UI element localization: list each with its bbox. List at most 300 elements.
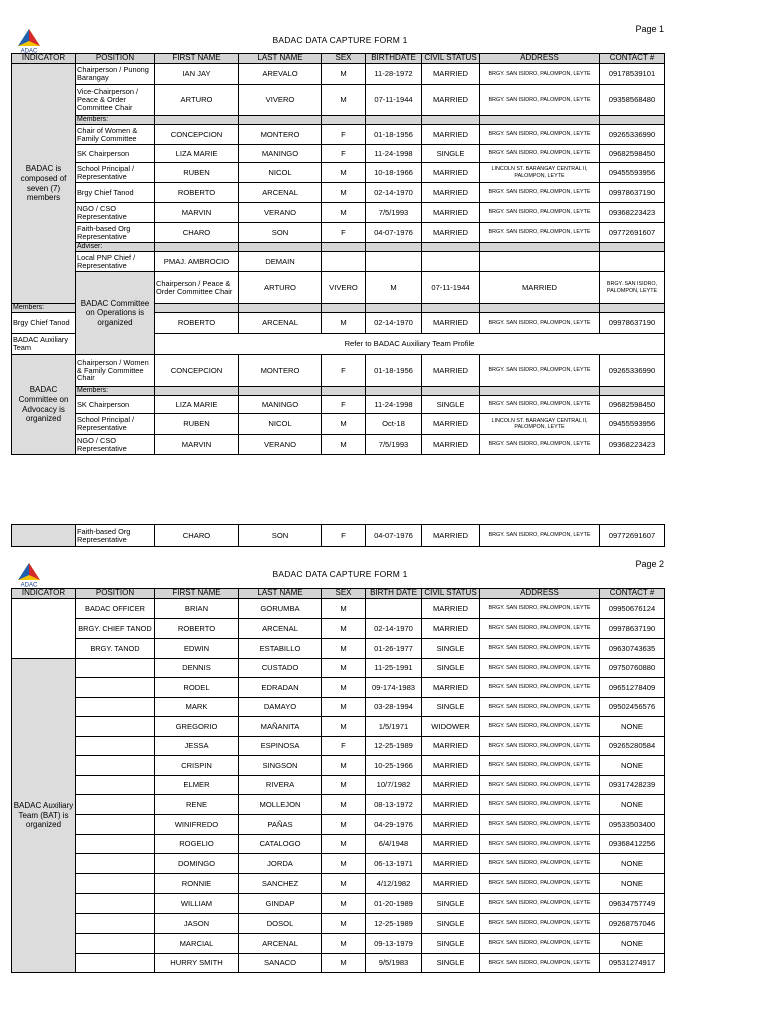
last-name-cell: PAÑAS xyxy=(239,815,322,835)
table-row xyxy=(12,145,665,163)
civil-status-cell: SINGLE xyxy=(422,659,480,678)
position-cell xyxy=(76,776,155,795)
form-table-page-1-continued xyxy=(11,524,665,547)
address-cell: BRGY. SAN ISIDRO, PALOMPON, LEYTE xyxy=(480,914,600,934)
position-cell: BADAC OFFICER xyxy=(76,599,155,619)
header-indicator: INDICATOR xyxy=(12,589,76,599)
last-name-cell: VIVERO xyxy=(322,272,366,304)
birthdate-cell: 02-14-1970 xyxy=(366,183,422,203)
table-row xyxy=(12,678,665,698)
civil-status-cell: MARRIED xyxy=(422,85,480,116)
empty-cell xyxy=(322,304,366,313)
empty-cell xyxy=(155,387,239,396)
civil-status-cell: MARRIED xyxy=(422,64,480,85)
position-cell xyxy=(76,717,155,737)
birthdate-cell: 11-25-1991 xyxy=(366,659,422,678)
civil-status-cell: WIDOWER xyxy=(422,717,480,737)
last-name-cell: SINGSON xyxy=(239,756,322,776)
first-name-cell: MARCIAL xyxy=(155,934,239,954)
last-name-cell: AREVALO xyxy=(239,64,322,85)
table-row xyxy=(12,223,665,243)
contact-cell: 09368223423 xyxy=(600,435,665,455)
first-name-cell: RUBEN xyxy=(155,414,239,435)
position-cell: Brgy Chief Tanod xyxy=(12,313,76,334)
sex-cell: M xyxy=(322,313,366,334)
civil-status-cell: MARRIED xyxy=(422,355,480,387)
first-name-cell: CHARO xyxy=(155,223,239,243)
empty-cell xyxy=(155,304,239,313)
sex-cell: M xyxy=(322,894,366,914)
empty-cell xyxy=(600,243,665,252)
sex-cell: M xyxy=(322,619,366,639)
address-cell: BRGY. SAN ISIDRO, PALOMPON, LEYTE xyxy=(480,183,600,203)
table-row xyxy=(12,835,665,854)
indicator-cell xyxy=(12,525,76,547)
header-position: POSITION xyxy=(76,589,155,599)
civil-status-cell: MARRIED xyxy=(422,223,480,243)
sex-cell: M xyxy=(322,756,366,776)
header-birthdate: BIRTH DATE xyxy=(366,589,422,599)
last-name-cell: ESPINOSA xyxy=(239,737,322,756)
contact-cell: 09978637190 xyxy=(600,183,665,203)
header-birthdate: BIRTHDATE xyxy=(366,54,422,64)
first-name-cell: LIZA MARIE xyxy=(155,396,239,414)
empty-cell xyxy=(480,304,600,313)
contact-cell: NONE xyxy=(600,854,665,874)
civil-status-cell: MARRIED xyxy=(422,414,480,435)
last-name-cell: SANCHEZ xyxy=(239,874,322,894)
civil-status-cell: MARRIED xyxy=(422,313,480,334)
sex-cell: M xyxy=(322,414,366,435)
birthdate-cell: 04-07-1976 xyxy=(366,223,422,243)
sex-cell: F xyxy=(322,525,366,547)
sex-cell: M xyxy=(322,854,366,874)
position-cell xyxy=(76,954,155,973)
position-cell xyxy=(76,815,155,835)
table-row xyxy=(12,954,665,973)
last-name-cell: NICOL xyxy=(239,414,322,435)
first-name-cell: ARTURO xyxy=(155,85,239,116)
header-sex: SEX xyxy=(322,589,366,599)
last-name-cell: MOLLEJON xyxy=(239,795,322,815)
header-last-name: LAST NAME xyxy=(239,54,322,64)
svg-text:ADAC: ADAC xyxy=(20,582,38,587)
sex-cell: M xyxy=(322,776,366,795)
empty-cell xyxy=(155,243,239,252)
contact-cell: 09502456576 xyxy=(600,698,665,717)
header-address: ADDRESS xyxy=(480,589,600,599)
address-cell: BRGY. SAN ISIDRO, PALOMPON, LEYTE xyxy=(480,64,600,85)
first-name-cell: GREGORIO xyxy=(155,717,239,737)
last-name-cell: MANINGO xyxy=(239,145,322,163)
address-cell: BRGY. SAN ISIDRO, PALOMPON, LEYTE xyxy=(480,85,600,116)
table-row xyxy=(12,85,665,116)
address-cell: BRGY. SAN ISIDRO, PALOMPON, LEYTE xyxy=(480,223,600,243)
empty-cell xyxy=(366,116,422,125)
sex-cell: F xyxy=(322,737,366,756)
birthdate-cell: 03-28-1994 xyxy=(366,698,422,717)
contact-cell xyxy=(600,252,665,272)
birthdate-cell: 02-14-1970 xyxy=(366,313,422,334)
birthdate-cell: 10/7/1982 xyxy=(366,776,422,795)
address-cell: BRGY. SAN ISIDRO, PALOMPON, LEYTE xyxy=(480,525,600,547)
sex-cell: F xyxy=(322,223,366,243)
last-name-cell: EDRADAN xyxy=(239,678,322,698)
first-name-cell: RONNIE xyxy=(155,874,239,894)
contact-cell: 09772691607 xyxy=(600,223,665,243)
empty-cell xyxy=(239,387,322,396)
address-cell: BRGY. SAN ISIDRO, PALOMPON, LEYTE xyxy=(480,756,600,776)
contact-cell: 09268757046 xyxy=(600,914,665,934)
birthdate-cell: 9/5/1983 xyxy=(366,954,422,973)
table-row xyxy=(12,717,665,737)
empty-cell xyxy=(239,116,322,125)
first-name-cell: MARVIN xyxy=(155,435,239,455)
header-last-name: LAST NAME xyxy=(239,589,322,599)
sex-cell: M xyxy=(322,835,366,854)
address-cell: BRGY. SAN ISIDRO, PALOMPON, LEYTE xyxy=(480,313,600,334)
first-name-cell: CONCEPCION xyxy=(155,125,239,145)
first-name-cell: CHARO xyxy=(155,525,239,547)
header-indicator: INDICATOR xyxy=(12,54,76,64)
sex-cell: M xyxy=(322,678,366,698)
empty-cell xyxy=(239,304,322,313)
sex-cell: F xyxy=(322,396,366,414)
last-name-cell: RIVERA xyxy=(239,776,322,795)
last-name-cell: MONTERO xyxy=(239,125,322,145)
sex-cell xyxy=(322,252,366,272)
contact-cell: NONE xyxy=(600,874,665,894)
address-cell: BRGY. SAN ISIDRO, PALOMPON, LEYTE xyxy=(480,145,600,163)
position-cell xyxy=(76,678,155,698)
last-name-cell: CUSTADO xyxy=(239,659,322,678)
position-cell: BRGY. TANOD xyxy=(76,639,155,659)
contact-cell: 09978637190 xyxy=(600,619,665,639)
last-name-cell: MANINGO xyxy=(239,396,322,414)
first-name-cell: MARK xyxy=(155,698,239,717)
birthdate-cell: 07-11-1944 xyxy=(422,272,480,304)
contact-cell: 09358568480 xyxy=(600,85,665,116)
table-row xyxy=(12,183,665,203)
birthdate-cell xyxy=(366,252,422,272)
empty-cell xyxy=(366,304,422,313)
position-cell: NGO / CSO Representative xyxy=(76,435,155,455)
header-first-name: FIRST NAME xyxy=(155,54,239,64)
last-name-cell: DAMAYO xyxy=(239,698,322,717)
empty-cell xyxy=(422,304,480,313)
last-name-cell: DEMAIN xyxy=(239,252,322,272)
sex-cell: M xyxy=(322,698,366,717)
first-name-cell: CRISPIN xyxy=(155,756,239,776)
address-cell: BRGY. SAN ISIDRO, PALOMPON, LEYTE xyxy=(480,954,600,973)
civil-status-cell: MARRIED xyxy=(422,776,480,795)
first-name-cell: LIZA MARIE xyxy=(155,145,239,163)
empty-cell xyxy=(480,387,600,396)
table-row xyxy=(12,414,665,435)
address-cell: BRGY. SAN ISIDRO, PALOMPON, LEYTE xyxy=(480,639,600,659)
position-cell xyxy=(76,698,155,717)
contact-cell: 09455593956 xyxy=(600,414,665,435)
birthdate-cell xyxy=(366,599,422,619)
empty-cell xyxy=(480,116,600,125)
birthdate-cell: 7/5/1993 xyxy=(366,435,422,455)
first-name-cell: PMAJ. AMBROCIO xyxy=(155,252,239,272)
sex-cell: M xyxy=(322,64,366,85)
last-name-cell: ARCENAL xyxy=(239,619,322,639)
civil-status-cell: SINGLE xyxy=(422,396,480,414)
position-cell xyxy=(76,934,155,954)
birthdate-cell: 10-18-1966 xyxy=(366,163,422,183)
empty-indicator-cell xyxy=(12,599,76,659)
sex-cell: M xyxy=(322,717,366,737)
birthdate-cell: 12-25-1989 xyxy=(366,914,422,934)
address-cell: BRGY. SAN ISIDRO, PALOMPON, LEYTE xyxy=(600,272,665,304)
birthdate-cell: 6/4/1948 xyxy=(366,835,422,854)
first-name-cell: ROGELIO xyxy=(155,835,239,854)
table-row xyxy=(12,355,665,387)
table-row xyxy=(12,815,665,835)
position-cell xyxy=(76,874,155,894)
first-name-cell: IAN JAY xyxy=(155,64,239,85)
birthdate-cell: 1/5/1971 xyxy=(366,717,422,737)
address-cell: BRGY. SAN ISIDRO, PALOMPON, LEYTE xyxy=(480,698,600,717)
sex-cell: M xyxy=(322,639,366,659)
address-cell: BRGY. SAN ISIDRO, PALOMPON, LEYTE xyxy=(480,396,600,414)
last-name-cell: ESTABILLO xyxy=(239,639,322,659)
section-label: Members: xyxy=(12,304,76,313)
position-cell: BADAC Auxiliary Team xyxy=(12,334,76,355)
sex-cell: M xyxy=(322,85,366,116)
address-cell: LINCOLN ST. BARANGAY CENTRAL II, PALOMPON, LEYTE xyxy=(480,414,600,435)
contact-cell: 09682598450 xyxy=(600,145,665,163)
address-cell: LINCOLN ST. BARANGAY CENTRAL II, PALOMPON, LEYTE xyxy=(480,163,600,183)
table-row xyxy=(12,776,665,795)
table-header-row xyxy=(12,589,665,599)
contact-cell: 09265280584 xyxy=(600,737,665,756)
empty-cell xyxy=(422,387,480,396)
first-name-cell: ROBERTO xyxy=(155,313,239,334)
address-cell: BRGY. SAN ISIDRO, PALOMPON, LEYTE xyxy=(480,815,600,835)
position-cell xyxy=(76,894,155,914)
position-cell: Chairperson / Women & Family Committee Chair xyxy=(76,355,155,387)
position-cell: NGO / CSO Representative xyxy=(76,203,155,223)
page-number: Page 2 xyxy=(635,559,664,569)
empty-cell xyxy=(600,387,665,396)
table-row xyxy=(12,64,665,85)
first-name-cell: DOMINGO xyxy=(155,854,239,874)
empty-cell xyxy=(322,243,366,252)
civil-status-cell: MARRIED xyxy=(480,272,600,304)
last-name-cell: VERANO xyxy=(239,203,322,223)
empty-cell xyxy=(600,116,665,125)
section-label: Adviser: xyxy=(76,243,155,252)
position-cell xyxy=(76,914,155,934)
empty-cell xyxy=(155,116,239,125)
civil-status-cell: MARRIED xyxy=(422,678,480,698)
position-cell: BRGY. CHIEF TANOD xyxy=(76,619,155,639)
first-name-cell: HURRY SMITH xyxy=(155,954,239,973)
position-cell xyxy=(76,854,155,874)
sex-cell: M xyxy=(322,914,366,934)
form-table-page-2 xyxy=(11,588,665,973)
first-name-cell: ROBERTO xyxy=(155,619,239,639)
birthdate-cell: 04-07-1976 xyxy=(366,525,422,547)
contact-cell: NONE xyxy=(600,756,665,776)
refer-note-cell: Refer to BADAC Auxiliary Team Profile xyxy=(155,334,665,355)
empty-cell xyxy=(239,243,322,252)
last-name-cell: GINDAP xyxy=(239,894,322,914)
address-cell: BRGY. SAN ISIDRO, PALOMPON, LEYTE xyxy=(480,203,600,223)
contact-cell: NONE xyxy=(600,717,665,737)
birthdate-cell: 01-18-1956 xyxy=(366,355,422,387)
position-cell: School Principal / Representative xyxy=(76,414,155,435)
table-row xyxy=(12,203,665,223)
section-separator-row xyxy=(12,243,665,252)
contact-cell: 09750760880 xyxy=(600,659,665,678)
birthdate-cell: 02-14-1970 xyxy=(366,619,422,639)
civil-status-cell: MARRIED xyxy=(422,203,480,223)
empty-cell xyxy=(422,116,480,125)
address-cell: BRGY. SAN ISIDRO, PALOMPON, LEYTE xyxy=(480,776,600,795)
table-row xyxy=(12,619,665,639)
birthdate-cell: 12-25-1989 xyxy=(366,737,422,756)
first-name-cell: JESSA xyxy=(155,737,239,756)
indicator-cell: BADAC Committee on Operations is organized xyxy=(76,272,155,355)
position-cell: SK Chairperson xyxy=(76,396,155,414)
table-row xyxy=(12,125,665,145)
address-cell: BRGY. SAN ISIDRO, PALOMPON, LEYTE xyxy=(480,678,600,698)
address-cell: BRGY. SAN ISIDRO, PALOMPON, LEYTE xyxy=(480,599,600,619)
table-row xyxy=(12,756,665,776)
position-cell xyxy=(76,835,155,854)
civil-status-cell: MARRIED xyxy=(422,795,480,815)
table-header-row xyxy=(12,54,665,64)
last-name-cell: ARCENAL xyxy=(239,313,322,334)
civil-status-cell: MARRIED xyxy=(422,183,480,203)
empty-cell xyxy=(480,243,600,252)
civil-status-cell: MARRIED xyxy=(422,854,480,874)
birthdate-cell: 11-28-1972 xyxy=(366,64,422,85)
header-contact: CONTACT # xyxy=(600,589,665,599)
first-name-cell: EDWIN xyxy=(155,639,239,659)
contact-cell: 09533503400 xyxy=(600,815,665,835)
birthdate-cell: 09-13-1979 xyxy=(366,934,422,954)
first-name-cell: WINIFREDO xyxy=(155,815,239,835)
sex-cell: M xyxy=(322,954,366,973)
sex-cell: F xyxy=(322,145,366,163)
first-name-cell: WILLIAM xyxy=(155,894,239,914)
address-cell: BRGY. SAN ISIDRO, PALOMPON, LEYTE xyxy=(480,619,600,639)
position-cell: Brgy Chief Tanod xyxy=(76,183,155,203)
contact-cell: 09317428239 xyxy=(600,776,665,795)
civil-status-cell: MARRIED xyxy=(422,756,480,776)
table-row xyxy=(12,854,665,874)
indicator-cell: BADAC Auxiliary Team (BAT) is organized xyxy=(12,659,76,973)
header-civil-status: CIVIL STATUS xyxy=(422,54,480,64)
last-name-cell: DOSOL xyxy=(239,914,322,934)
address-cell: BRGY. SAN ISIDRO, PALOMPON, LEYTE xyxy=(480,435,600,455)
position-cell xyxy=(76,659,155,678)
last-name-cell: GORUMBA xyxy=(239,599,322,619)
civil-status-cell: SINGLE xyxy=(422,639,480,659)
table-row xyxy=(12,914,665,934)
position-cell: SK Chairperson xyxy=(76,145,155,163)
civil-status-cell: MARRIED xyxy=(422,874,480,894)
table-row xyxy=(12,894,665,914)
contact-cell: 09978637190 xyxy=(600,313,665,334)
sex-cell: M xyxy=(322,874,366,894)
indicator-cell: BADAC is composed of seven (7) members xyxy=(12,64,76,304)
empty-cell xyxy=(600,304,665,313)
header-position: POSITION xyxy=(76,54,155,64)
table-row xyxy=(12,435,665,455)
sex-cell: M xyxy=(366,272,422,304)
form-table-page-1 xyxy=(11,53,665,455)
contact-cell: 09265336990 xyxy=(600,125,665,145)
civil-status-cell: MARRIED xyxy=(422,835,480,854)
first-name-cell: JASON xyxy=(155,914,239,934)
contact-cell: 09950676124 xyxy=(600,599,665,619)
last-name-cell: SANACO xyxy=(239,954,322,973)
first-name-cell: RUBEN xyxy=(155,163,239,183)
sex-cell: M xyxy=(322,659,366,678)
last-name-cell: MONTERO xyxy=(239,355,322,387)
table-row xyxy=(12,599,665,619)
section-separator-row xyxy=(12,116,665,125)
table-row xyxy=(12,525,665,547)
civil-status-cell: MARRIED xyxy=(422,815,480,835)
first-name-cell: DENNIS xyxy=(155,659,239,678)
birthdate-cell: 01-18-1956 xyxy=(366,125,422,145)
empty-cell xyxy=(322,387,366,396)
contact-cell: 09531274917 xyxy=(600,954,665,973)
address-cell: BRGY. SAN ISIDRO, PALOMPON, LEYTE xyxy=(480,894,600,914)
table-row xyxy=(12,934,665,954)
header-contact: CONTACT # xyxy=(600,54,665,64)
birthdate-cell: Oct-18 xyxy=(366,414,422,435)
contact-cell: 09682598450 xyxy=(600,396,665,414)
civil-status-cell: SINGLE xyxy=(422,894,480,914)
civil-status-cell: SINGLE xyxy=(422,914,480,934)
table-row xyxy=(12,396,665,414)
contact-cell: 09651278409 xyxy=(600,678,665,698)
last-name-cell: CATALOGO xyxy=(239,835,322,854)
position-cell: Chair of Women & Family Committee xyxy=(76,125,155,145)
address-cell: BRGY. SAN ISIDRO, PALOMPON, LEYTE xyxy=(480,125,600,145)
header-civil-status: CIVIL STATUS xyxy=(422,589,480,599)
contact-cell: 09265336990 xyxy=(600,355,665,387)
last-name-cell: ARCENAL xyxy=(239,183,322,203)
first-name-cell: ARTURO xyxy=(239,272,322,304)
form-title: BADAC DATA CAPTURE FORM 1 xyxy=(272,569,408,579)
section-separator-row xyxy=(12,387,665,396)
contact-cell: NONE xyxy=(600,934,665,954)
address-cell: BRGY. SAN ISIDRO, PALOMPON, LEYTE xyxy=(480,934,600,954)
birthdate-cell: 11-24-1998 xyxy=(366,396,422,414)
birthdate-cell: 06-13-1971 xyxy=(366,854,422,874)
first-name-cell: BRIAN xyxy=(155,599,239,619)
form-title: BADAC DATA CAPTURE FORM 1 xyxy=(272,35,408,45)
civil-status-cell: MARRIED xyxy=(422,525,480,547)
empty-cell xyxy=(322,116,366,125)
position-cell xyxy=(76,795,155,815)
table-row xyxy=(12,874,665,894)
last-name-cell: VERANO xyxy=(239,435,322,455)
sex-cell: M xyxy=(322,599,366,619)
last-name-cell: SON xyxy=(239,525,322,547)
sex-cell: M xyxy=(322,795,366,815)
address-cell: BRGY. SAN ISIDRO, PALOMPON, LEYTE xyxy=(480,355,600,387)
